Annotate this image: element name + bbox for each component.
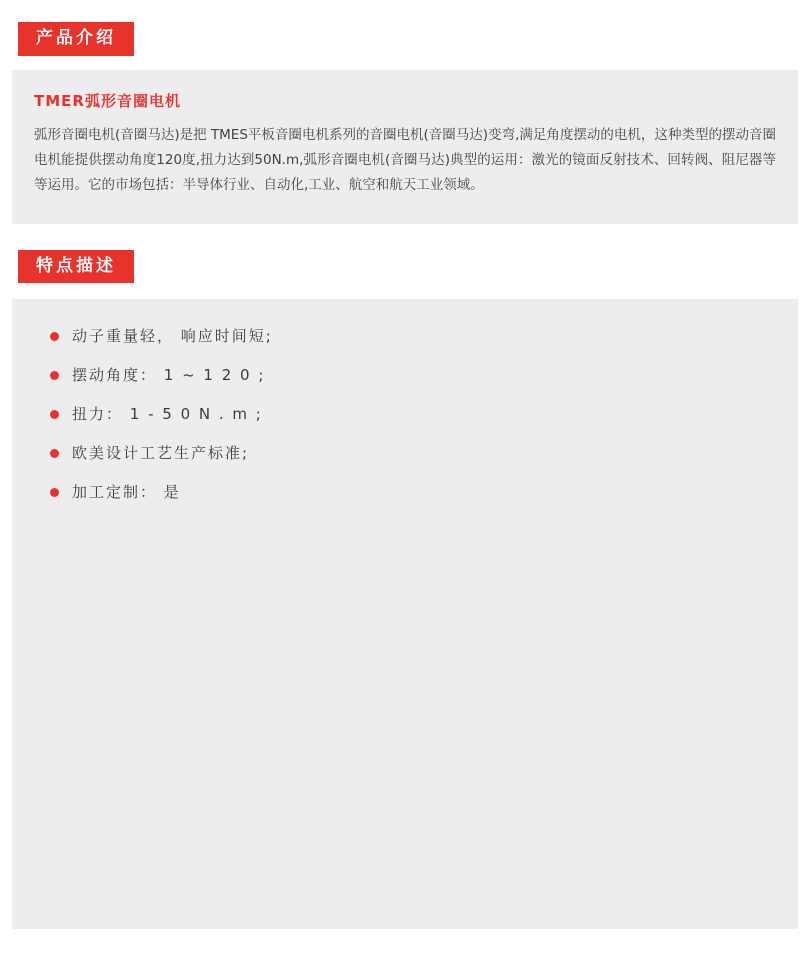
feature-text: 欧美设计工艺生产标准; — [72, 444, 250, 463]
section-heading-intro-wrap — [0, 0, 810, 56]
feature-text: 加工定制： 是 — [72, 483, 181, 502]
product-title: TMER弧形音圈电机 — [34, 91, 181, 110]
bullet-dot-icon — [50, 410, 59, 419]
bullet-dot-icon — [50, 449, 59, 458]
feature-text: 动子重量轻， 响应时间短; — [72, 327, 273, 346]
list-item — [46, 366, 776, 384]
list-item — [46, 483, 776, 501]
list-item — [46, 444, 776, 462]
bullet-dot-icon — [50, 332, 59, 341]
product-description: 弧形音圈电机(音圈马达)是把 TMES平板音圈电机系列的音圈电机(音圈马达)变弯,满足角度摆动的电机，这种类型的摆动音圈电机能提供摆动角度120度,扭力达到50N.m,弧形音圈电机(音圈马达)典型的运用：激光的镜面反射技术、回转阀、阻尼器等等运用。它的市场包括：半导体行业、自动化,工业、航空和航天工业领域。 — [34, 126, 776, 193]
feature-text: 扭力： 1 - 5 0 N . m ; — [72, 405, 263, 424]
intro-panel — [12, 70, 798, 224]
section-heading-features: 特点描述 — [18, 250, 134, 284]
features-panel — [12, 299, 798, 929]
section-heading-features-wrap — [0, 224, 810, 284]
bullet-dot-icon — [50, 371, 59, 380]
feature-text: 摆动角度： 1 ~ 1 2 0 ; — [72, 366, 266, 385]
feature-list — [46, 327, 776, 501]
bullet-dot-icon — [50, 488, 59, 497]
section-heading-intro: 产品介绍 — [18, 22, 134, 56]
list-item — [46, 405, 776, 423]
list-item — [46, 327, 776, 345]
